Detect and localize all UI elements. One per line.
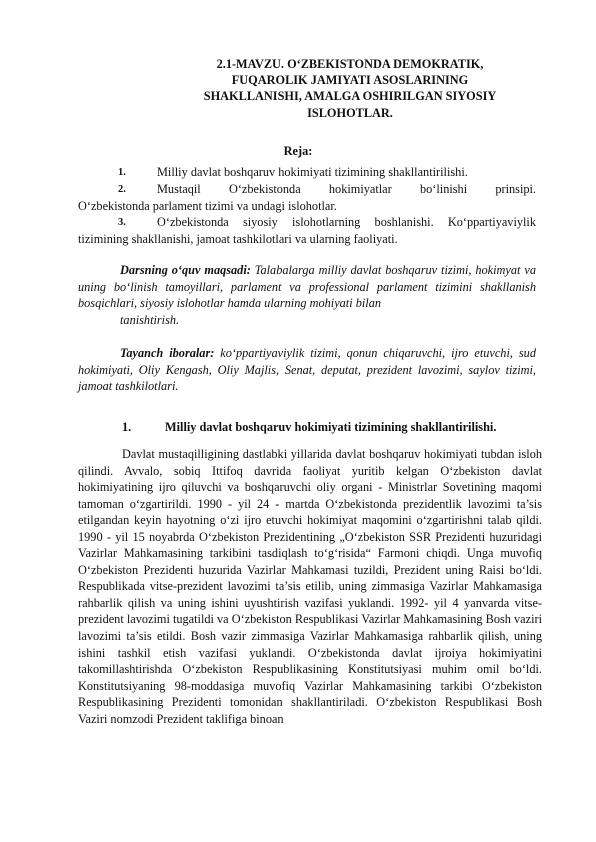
- plan-item-number: 2.: [118, 184, 126, 195]
- title-line: 2.1-MAVZU. O‘ZBEKISTONDA DEMOKRATIK,: [216, 57, 484, 71]
- title-line: SHAKLLANISHI, AMALGA OSHIRILGAN SIYOSIY: [203, 89, 497, 104]
- plan-item-text-cont: tizimining shakllanishi, jamoat tashkilotlari va ularning faoliyati.: [78, 231, 398, 246]
- plan-heading: Reja:: [283, 144, 313, 158]
- keywords-label: Tayanch iboralar:: [120, 346, 215, 360]
- section-body: Davlat mustaqilligining dastlabki yillarida davlat boshqaruv hokimiyati tubdan isloh qilindi. Avvalo, sobiq Ittifoq davrida faoliyat yuritib kelgan O‘zbekiston davlat hokimiyatining ijro qiluvchi va boshqaruvchi oliy organi - Ministrlar Sovetining maqomi tamoman o‘zgartirildi. 1990 - yil 24 - martda O‘zbekistonda prezidentlik lavozimi ta’sis etilgandan keyin hayotning o‘zi ijro etuvchi hokimiyat maqomini o‘zgartirishni talab qildi. 1990 - yil 15 noyabrda O‘zbekiston Prezidentining „O‘zbekiston SSR Prezidenti huzuridagi Vazirlar Mahkamasining tarkibini tasdiqlash to‘g‘risida“ Farmoni chiqdi. Unga muvofiq O‘zbekiston Prezidenti huzurida Vazirlar Mahkamasi tuzildi, Prezident uning Raisi bo‘ldi. Respublikada vitse-prezident lavozimi ta’sis etilib, uning zimmasiga Vazirlar Mahkamasiga rahbarlik qilish va uning ishini uyushtirish vazifasi yuklandi. 1992- yil 4 yanvarda vitse-prezident lavozimi tugatildi va O‘zbekiston Respublikasi Vazirlar Mahkamasining Bosh vaziri lavozimi ta’sis etildi. Bosh vazir zimmasiga Vazirlar Mahkamasiga rahbarlik qilish, uning ishini tashkil etish vazifasi yuklandi. O‘zbekistonda davlat ijroiya hokimiyatini takomillashtirishda O‘zbekiston Respublikasining Konstitutsiyasi muhim omil bo‘ldi. Konstitutsiyaning 98-moddasiga muvofiq Vazirlar Mahkamasining tarkibi O‘zbekiston Respublikasining Prezidenti tomonidan shakllantiriladi. O‘zbekiston Respublikasi Bosh Vaziri nomzodi Prezident taklifiga binoan: [78, 447, 542, 726]
- title-line: ISLOHOTLAR.: [307, 105, 393, 120]
- lesson-aim-tail: tanishtirish.: [120, 312, 180, 327]
- plan-item-3: [78, 214, 536, 247]
- plan-item-1: [78, 164, 536, 181]
- plan-item-number: 3.: [118, 217, 126, 228]
- lesson-aim: [78, 262, 536, 328]
- lesson-aim-paragraph: [78, 262, 536, 312]
- keywords: [78, 345, 536, 395]
- section-number: 1.: [122, 420, 132, 434]
- keywords-paragraph: [78, 345, 536, 395]
- title-line: FUQAROLIK JAMIYATI ASOSLARINING: [231, 73, 469, 88]
- topic-title: [150, 56, 550, 121]
- lesson-aim-text: Talabalarga milliy davlat boshqaruv tizimi, hokimyat va uning bo‘linish tamoyillari, parlament va professional parlament tizimini shakllanish bosqichlari, siyosiy islohotlar hamda ularning mohiyati bilan: [78, 263, 536, 310]
- plan-item-text: Milliy davlat boshqaruv hokimiyati tizimining shakllantirilishi.: [157, 165, 468, 179]
- plan-item-text: Mustaqil O‘zbekistonda hokimiyatlar bo‘linishi prinsipi.: [157, 182, 536, 196]
- plan-item-text: O‘zbekistonda siyosiy islohotlarning boshlanishi. Ko‘ppartiyaviylik: [157, 215, 536, 229]
- plan-item-2: [78, 181, 536, 214]
- section-title: Milliy davlat boshqaruv hokimiyati tizimining shakllantirilishi.: [165, 420, 497, 434]
- keywords-text: ko‘ppartiyaviylik tizimi, qonun chiqaruvchi, ijro etuvchi, sud hokimiyati, Oliy Kengash, Oliy Majlis, Senat, deputat, prezident lavozimi, saylov tizimi, jamoat tashkilotlari.: [78, 346, 536, 393]
- plan-item-text-cont: O‘zbekistonda parlament tizimi va undagi islohotlar.: [78, 198, 337, 213]
- plan-item-number: 1.: [118, 167, 126, 178]
- lesson-aim-label: Darsning o‘quv maqsadi:: [120, 263, 251, 277]
